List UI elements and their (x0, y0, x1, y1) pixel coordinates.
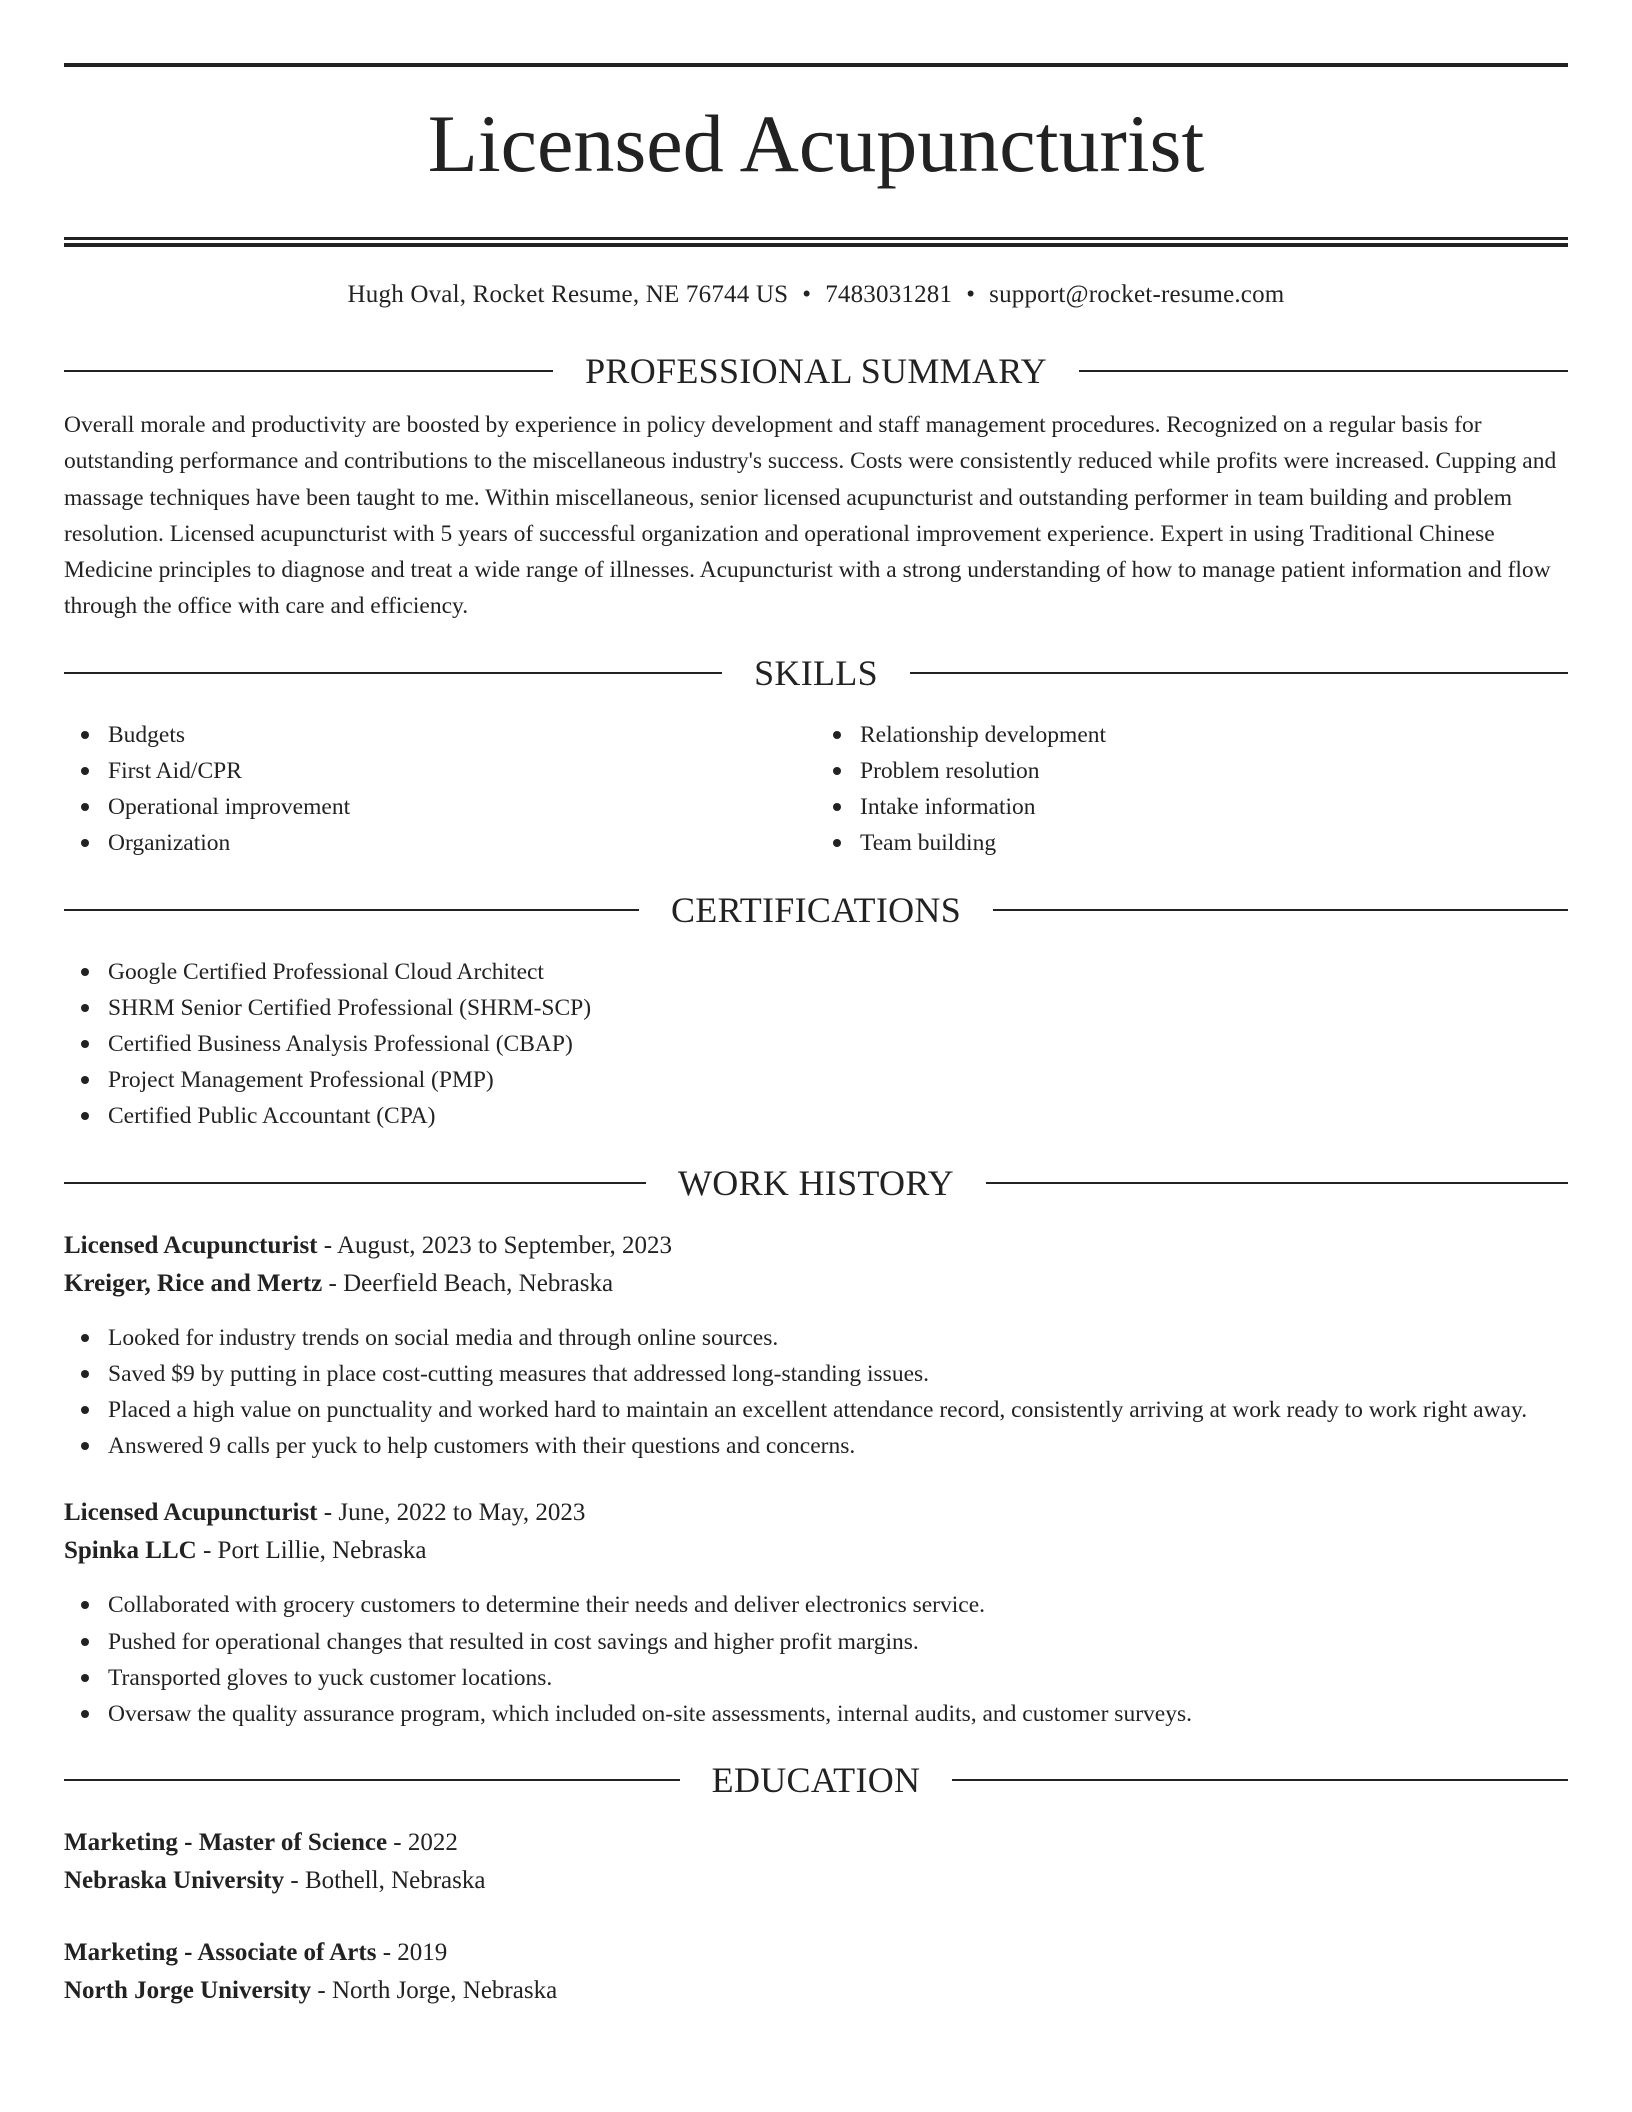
skill-item: First Aid/CPR (64, 753, 816, 789)
skill-item: Intake information (816, 789, 1568, 825)
job-bullet: Transported gloves to yuck customer locations. (64, 1660, 1568, 1696)
skill-item: Budgets (64, 717, 816, 753)
job-entry (64, 1227, 1568, 1465)
certification-item: Project Management Professional (PMP) (64, 1062, 1568, 1098)
job-title-line (64, 1227, 1568, 1265)
job-title: Licensed Acupuncturist (64, 1499, 318, 1527)
education-entry (64, 1934, 1568, 2010)
skills-list-left (64, 717, 816, 862)
heading-rule (64, 1182, 646, 1184)
section-title: CERTIFICATIONS (670, 889, 962, 930)
education-location: - North Jorge, Nebraska (311, 1977, 558, 2005)
job-bullets (64, 1320, 1568, 1465)
certification-item: SHRM Senior Certified Professional (SHRM-SCP) (64, 990, 1568, 1026)
education-school: Nebraska University (64, 1867, 285, 1895)
education-school-line (64, 1862, 1568, 1900)
section-title: SKILLS (754, 652, 878, 693)
education-location: - Bothell, Nebraska (284, 1867, 486, 1895)
job-bullet: Collaborated with grocery customers to determine their needs and deliver electronics service. (64, 1587, 1568, 1623)
job-title-line (64, 1494, 1568, 1532)
certification-item: Certified Public Accountant (CPA) (64, 1098, 1568, 1134)
education-school-line (64, 1972, 1568, 2010)
job-company: Spinka LLC (64, 1537, 197, 1565)
job-company: Kreiger, Rice and Mertz (64, 1269, 323, 1297)
heading-rule (952, 1779, 1568, 1781)
section-heading-skills (64, 651, 1568, 695)
certification-item: Google Certified Professional Cloud Architect (64, 954, 1568, 990)
section-heading-education (64, 1758, 1568, 1802)
section-title: WORK HISTORY (678, 1162, 954, 1203)
education-year: - 2019 (376, 1939, 448, 1967)
job-company-line (64, 1265, 1568, 1303)
education-degree-line (64, 1824, 1568, 1862)
education-degree: Marketing - Associate of Arts (64, 1939, 377, 1967)
job-dates: - June, 2022 to May, 2023 (317, 1499, 586, 1527)
education-entry (64, 1824, 1568, 1900)
job-entry (64, 1494, 1568, 1732)
skill-item: Organization (64, 825, 816, 861)
skills-list-right (816, 717, 1568, 862)
heading-rule (910, 672, 1568, 674)
contact-phone[interactable]: 7483031281 (825, 281, 953, 308)
education-school: North Jorge University (64, 1977, 312, 2005)
skill-item: Relationship development (816, 717, 1568, 753)
resume-title: Licensed Acupuncturist (427, 98, 1205, 189)
job-company-line (64, 1532, 1568, 1570)
contact-address: Hugh Oval, Rocket Resume, NE 76744 US (347, 281, 789, 308)
heading-rule (1079, 370, 1568, 372)
section-title: EDUCATION (711, 1760, 921, 1801)
skills-columns (64, 717, 1568, 862)
job-location: - Port Lillie, Nebraska (196, 1537, 427, 1565)
heading-rule (64, 1779, 680, 1781)
section-heading-certifications (64, 888, 1568, 932)
contact-email[interactable]: support@rocket-resume.com (989, 281, 1285, 308)
skill-item: Team building (816, 825, 1568, 861)
top-rule (64, 63, 1568, 67)
job-bullet: Oversaw the quality assurance program, which included on-site assessments, internal audits, and customer surveys. (64, 1696, 1568, 1732)
job-bullets (64, 1587, 1568, 1732)
education-degree: Marketing - Master of Science (64, 1829, 388, 1857)
heading-rule (64, 672, 722, 674)
summary-text: Overall morale and productivity are boosted by experience in policy development and staff management procedures. Recognized on a regular basis for outstanding performance and contributions to the miscellaneous industry's success. Costs were consistently reduced while profits were increased. Cupping and massage techniques have been taught to me. Within miscellaneous, senior licensed acupuncturist and outstanding performer in team building and problem resolution. Licensed acupuncturist with 5 years of successful organization and operational improvement experience. Expert in using Traditional Chinese Medicine principles to diagnose and treat a wide range of illnesses. Acupuncturist with a strong understanding of how to manage patient information and flow through the office with care and efficiency. (64, 412, 1557, 620)
section-title: PROFESSIONAL SUMMARY (585, 351, 1047, 391)
job-title: Licensed Acupuncturist (64, 1231, 318, 1259)
certifications-list (64, 954, 1568, 1135)
job-bullet: Placed a high value on punctuality and worked hard to maintain an excellent attendance record, consistently arriving at work ready to work right away. (64, 1392, 1568, 1428)
job-bullet: Saved $9 by putting in place cost-cutting measures that addressed long-standing issues. (64, 1356, 1568, 1392)
heading-rule (993, 909, 1568, 911)
education-degree-line (64, 1934, 1568, 1972)
job-bullet: Looked for industry trends on social media and through online sources. (64, 1320, 1568, 1356)
contact-separator: • (802, 281, 812, 308)
job-bullet: Pushed for operational changes that resulted in cost savings and higher profit margins. (64, 1624, 1568, 1660)
contact-separator: • (966, 281, 976, 308)
certification-item: Certified Business Analysis Professional (CBAP) (64, 1026, 1568, 1062)
title-double-rule (64, 237, 1568, 247)
heading-rule (64, 370, 553, 372)
skill-item: Operational improvement (64, 789, 816, 825)
heading-rule (986, 1182, 1568, 1184)
education-year: - 2022 (387, 1829, 458, 1857)
heading-rule (64, 909, 639, 911)
section-heading-work-history (64, 1161, 1568, 1205)
job-bullet: Answered 9 calls per yuck to help customers with their questions and concerns. (64, 1428, 1568, 1464)
job-dates: - August, 2023 to September, 2023 (317, 1231, 673, 1259)
section-heading-summary (64, 349, 1568, 393)
job-location: - Deerfield Beach, Nebraska (322, 1269, 614, 1297)
skill-item: Problem resolution (816, 753, 1568, 789)
contact-line (64, 277, 1568, 313)
